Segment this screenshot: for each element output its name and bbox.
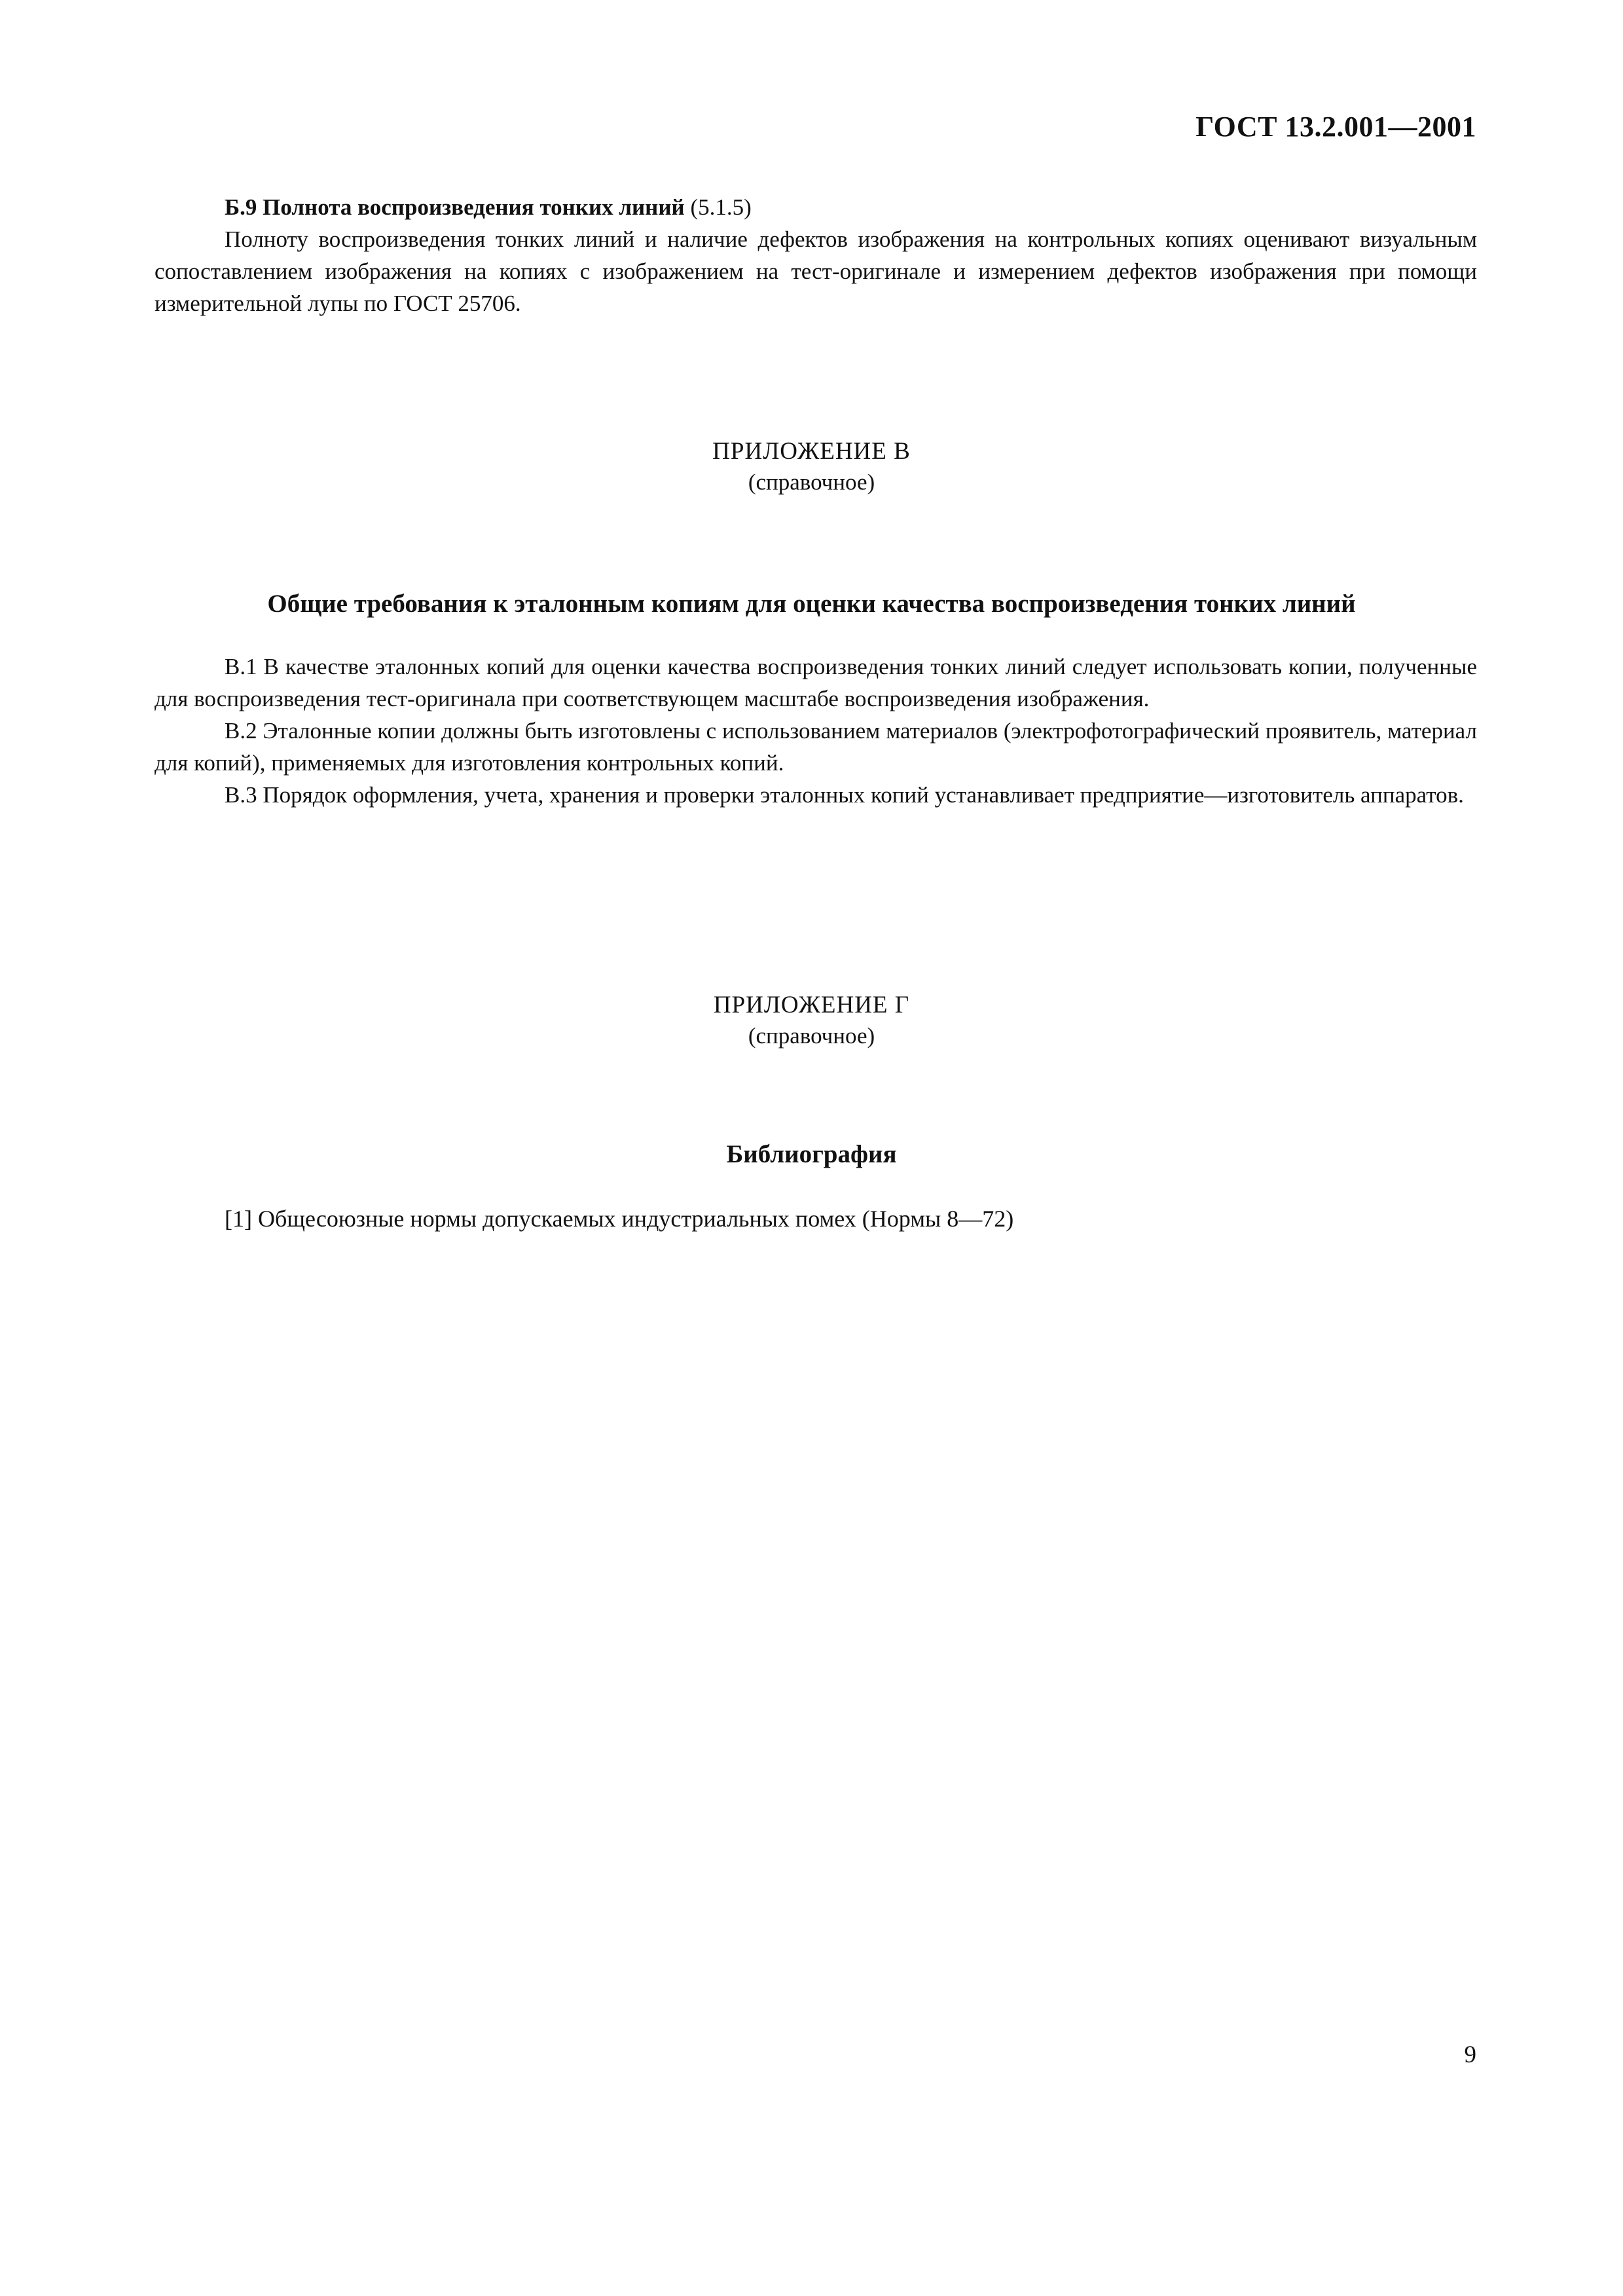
paragraph-v1: В.1 В качестве эталонных копий для оценки качества воспроизведения тонких линий следует использовать копии, полученные для воспроизведения тест-оригинала при соответствующем масштабе воспроизведения изображения. — [155, 654, 1477, 711]
section-b9-text: Полноту воспроизведения тонких линий и наличие дефектов изображения на контрольных копиях оценивают визуальным сопоставлением изображения на копиях с изображением на тест-оригинале и измерением дефектов изображения при помощи измерительной лупы по ГОСТ 25706. — [155, 226, 1477, 316]
paragraph-v2: В.2 Эталонные копии должны быть изготовлены с использованием материалов (электрофотографический проявитель, материал для копий), применяемых для изготовления контрольных копий. — [155, 718, 1477, 776]
section-b9-heading — [155, 191, 1477, 223]
appendix-v-status: (справочное) — [748, 469, 875, 495]
section-b9-number: Б.9 — [225, 194, 257, 220]
section-b9-title: Полнота воспроизведения тонких линий — [263, 194, 685, 220]
paragraph-v3: В.3 Порядок оформления, учета, хранения и проверки эталонных копий устанавливает предприятие—изготовитель аппаратов. — [225, 782, 1464, 808]
bibliography-list — [225, 1203, 1013, 1235]
page-number: 9 — [1464, 2041, 1476, 2068]
appendix-g-heading — [0, 990, 1623, 1051]
appendix-g-label: ПРИЛОЖЕНИЕ Г — [713, 992, 910, 1018]
bibliography-entry: [1] Общесоюзные нормы допускаемых индустриальных помех (Нормы 8—72) — [225, 1206, 1014, 1232]
appendix-v-body — [155, 651, 1477, 811]
bibliography-title: Библиография — [726, 1140, 897, 1168]
appendix-g-status: (справочное) — [748, 1023, 875, 1049]
appendix-v-heading — [0, 436, 1623, 497]
appendix-v-label: ПРИЛОЖЕНИЕ В — [712, 438, 911, 465]
section-b9 — [155, 191, 1477, 319]
standard-code-header: ГОСТ 13.2.001—2001 — [1195, 111, 1476, 143]
section-b9-ref: (5.1.5) — [690, 194, 752, 220]
appendix-v-title: Общие требования к эталонным копиям для оценки качества воспроизведения тонких линий — [267, 590, 1356, 618]
